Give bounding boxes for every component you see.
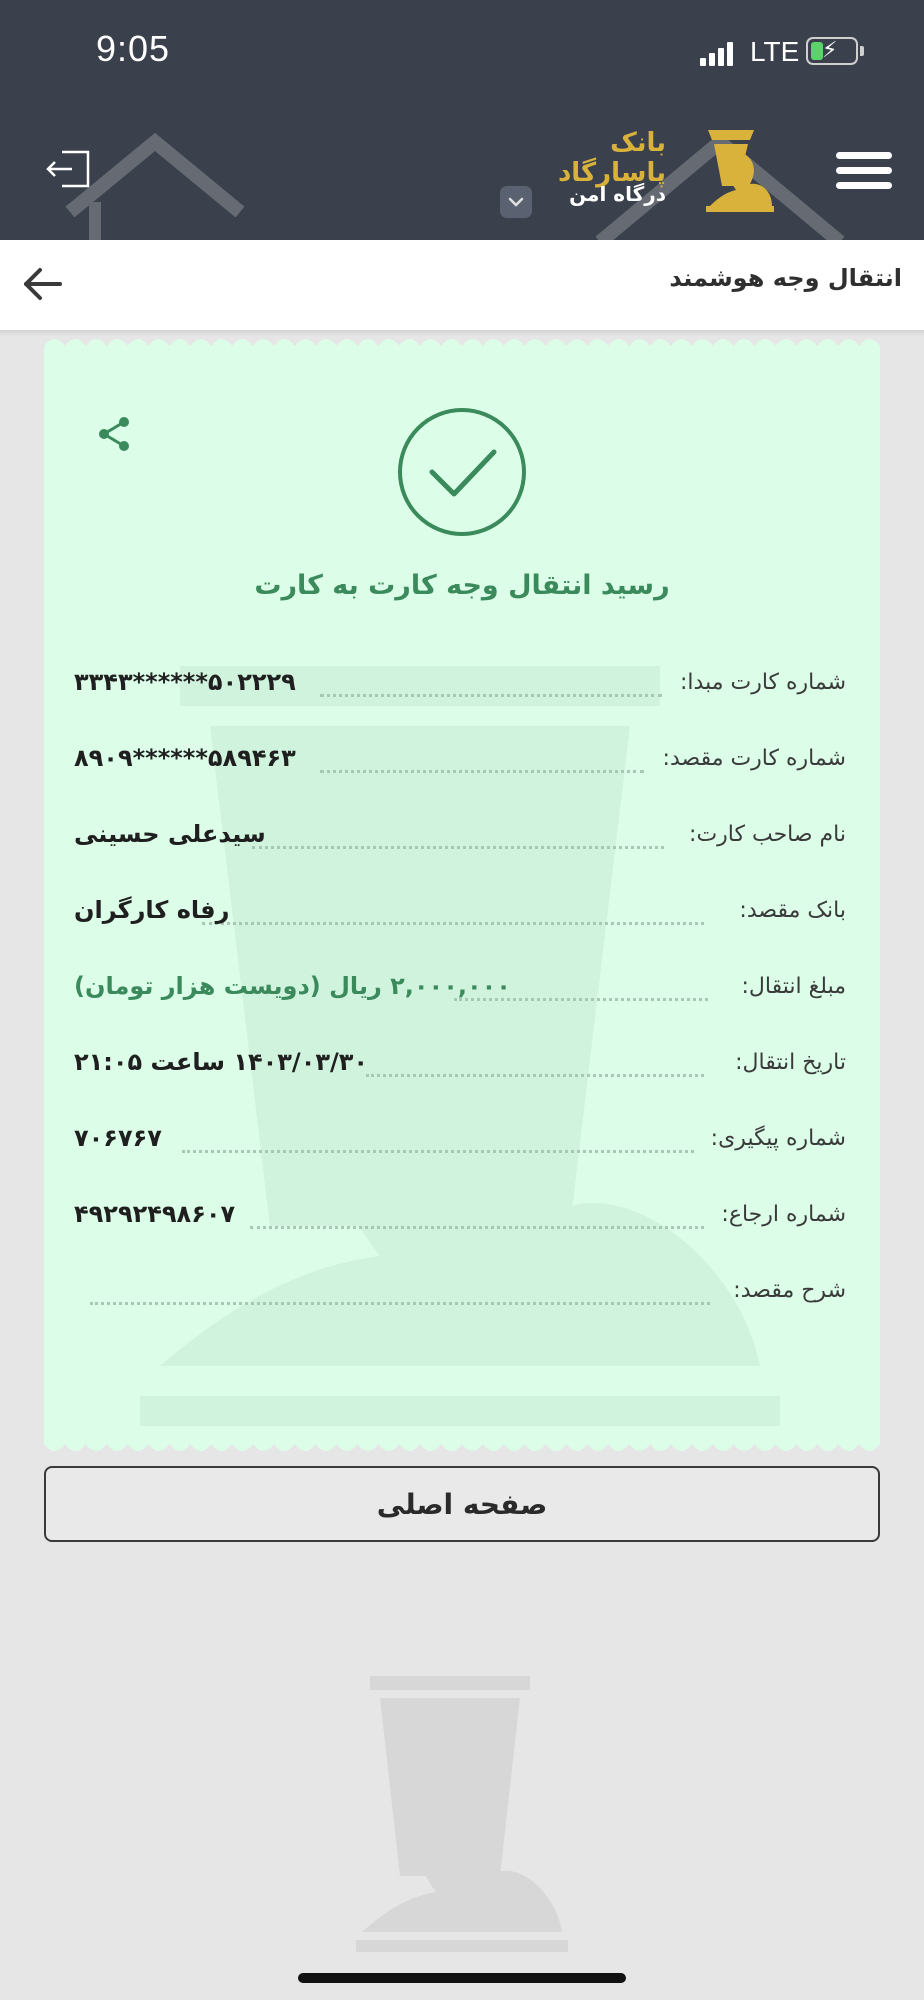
chevron-down-icon bbox=[500, 186, 532, 218]
status-bar bbox=[0, 0, 924, 102]
receipt-row-source-card bbox=[44, 662, 880, 712]
reference-label: شماره ارجاع: bbox=[721, 1202, 846, 1227]
amount-value: ۲,۰۰۰,۰۰۰ ریال (دویست هزار تومان) bbox=[74, 972, 511, 1000]
row-dots bbox=[182, 1150, 694, 1153]
source-card-value: ۵۰۲۲۲۹******۳۳۴۳ bbox=[74, 668, 296, 696]
row-dots bbox=[202, 922, 704, 925]
receipt-row-dest-card bbox=[44, 738, 880, 788]
row-dots bbox=[90, 1302, 710, 1305]
home-button[interactable] bbox=[44, 1466, 880, 1542]
title-bar bbox=[0, 240, 924, 330]
amount-label: مبلغ انتقال: bbox=[741, 974, 846, 999]
check-circle-icon bbox=[396, 406, 528, 538]
dest-bank-label: بانک مقصد: bbox=[739, 898, 846, 923]
description-label: شرح مقصد: bbox=[733, 1278, 846, 1303]
hamburger-icon[interactable] bbox=[836, 152, 892, 190]
reference-value: ۴۹۲۹۲۴۹۸۶۰۷ bbox=[74, 1200, 236, 1228]
arrow-left-icon[interactable] bbox=[20, 262, 64, 306]
home-indicator[interactable] bbox=[298, 1973, 626, 1983]
portal-dropdown-button[interactable] bbox=[500, 186, 532, 218]
page-title: انتقال وجه هوشمند bbox=[669, 264, 902, 292]
battery-icon: ⚡ bbox=[806, 37, 858, 65]
dest-bank-value: رفاه کارگران bbox=[74, 896, 230, 924]
bank-logo-icon bbox=[700, 126, 780, 214]
row-dots bbox=[252, 846, 664, 849]
dest-card-label: شماره کارت مقصد: bbox=[662, 746, 846, 771]
row-dots bbox=[366, 1074, 704, 1077]
receipt-edge-top bbox=[44, 332, 880, 346]
portal-label: درگاه امن bbox=[569, 182, 666, 206]
date-label: تاریخ انتقال: bbox=[735, 1050, 846, 1075]
receipt-row-description bbox=[44, 1270, 880, 1320]
bank-name: بانک پاسارگاد bbox=[557, 128, 666, 188]
network-type: LTE bbox=[750, 36, 800, 67]
share-icon[interactable] bbox=[94, 414, 134, 454]
receipt-row-card-owner bbox=[44, 814, 880, 864]
battery-cap bbox=[860, 46, 864, 56]
receipt-title: رسید انتقال وجه کارت به کارت bbox=[254, 570, 670, 601]
card-owner-label: نام صاحب کارت: bbox=[689, 822, 846, 847]
date-value: ۱۴۰۳/۰۳/۳۰ ساعت ۲۱:۰۵ bbox=[74, 1048, 369, 1076]
receipt-row-tracking bbox=[44, 1118, 880, 1168]
tracking-value: ۷۰۶۷۶۷ bbox=[74, 1124, 162, 1152]
home-button-label: صفحه اصلی bbox=[376, 1487, 548, 1521]
row-dots bbox=[250, 1226, 704, 1229]
row-dots bbox=[320, 770, 644, 773]
app-header bbox=[0, 102, 924, 240]
receipt-row-reference bbox=[44, 1194, 880, 1244]
receipt-row-amount bbox=[44, 966, 880, 1016]
tracking-label: شماره پیگیری: bbox=[710, 1126, 846, 1151]
dest-card-value: ۵۸۹۴۶۳******۸۹۰۹ bbox=[74, 744, 296, 772]
signal-icon bbox=[700, 42, 734, 66]
watermark-bank-logo-small-icon bbox=[356, 1676, 568, 1954]
receipt-row-date bbox=[44, 1042, 880, 1092]
receipt-row-dest-bank bbox=[44, 890, 880, 940]
card-owner-value: سیدعلی حسینی bbox=[74, 820, 266, 848]
row-dots bbox=[320, 694, 662, 697]
source-card-label: شماره کارت مبدا: bbox=[680, 670, 846, 695]
receipt-edge-bottom bbox=[44, 1444, 880, 1458]
transfer-receipt bbox=[44, 346, 880, 1444]
status-time: 9:05 bbox=[96, 28, 171, 69]
logout-icon[interactable] bbox=[44, 148, 94, 190]
